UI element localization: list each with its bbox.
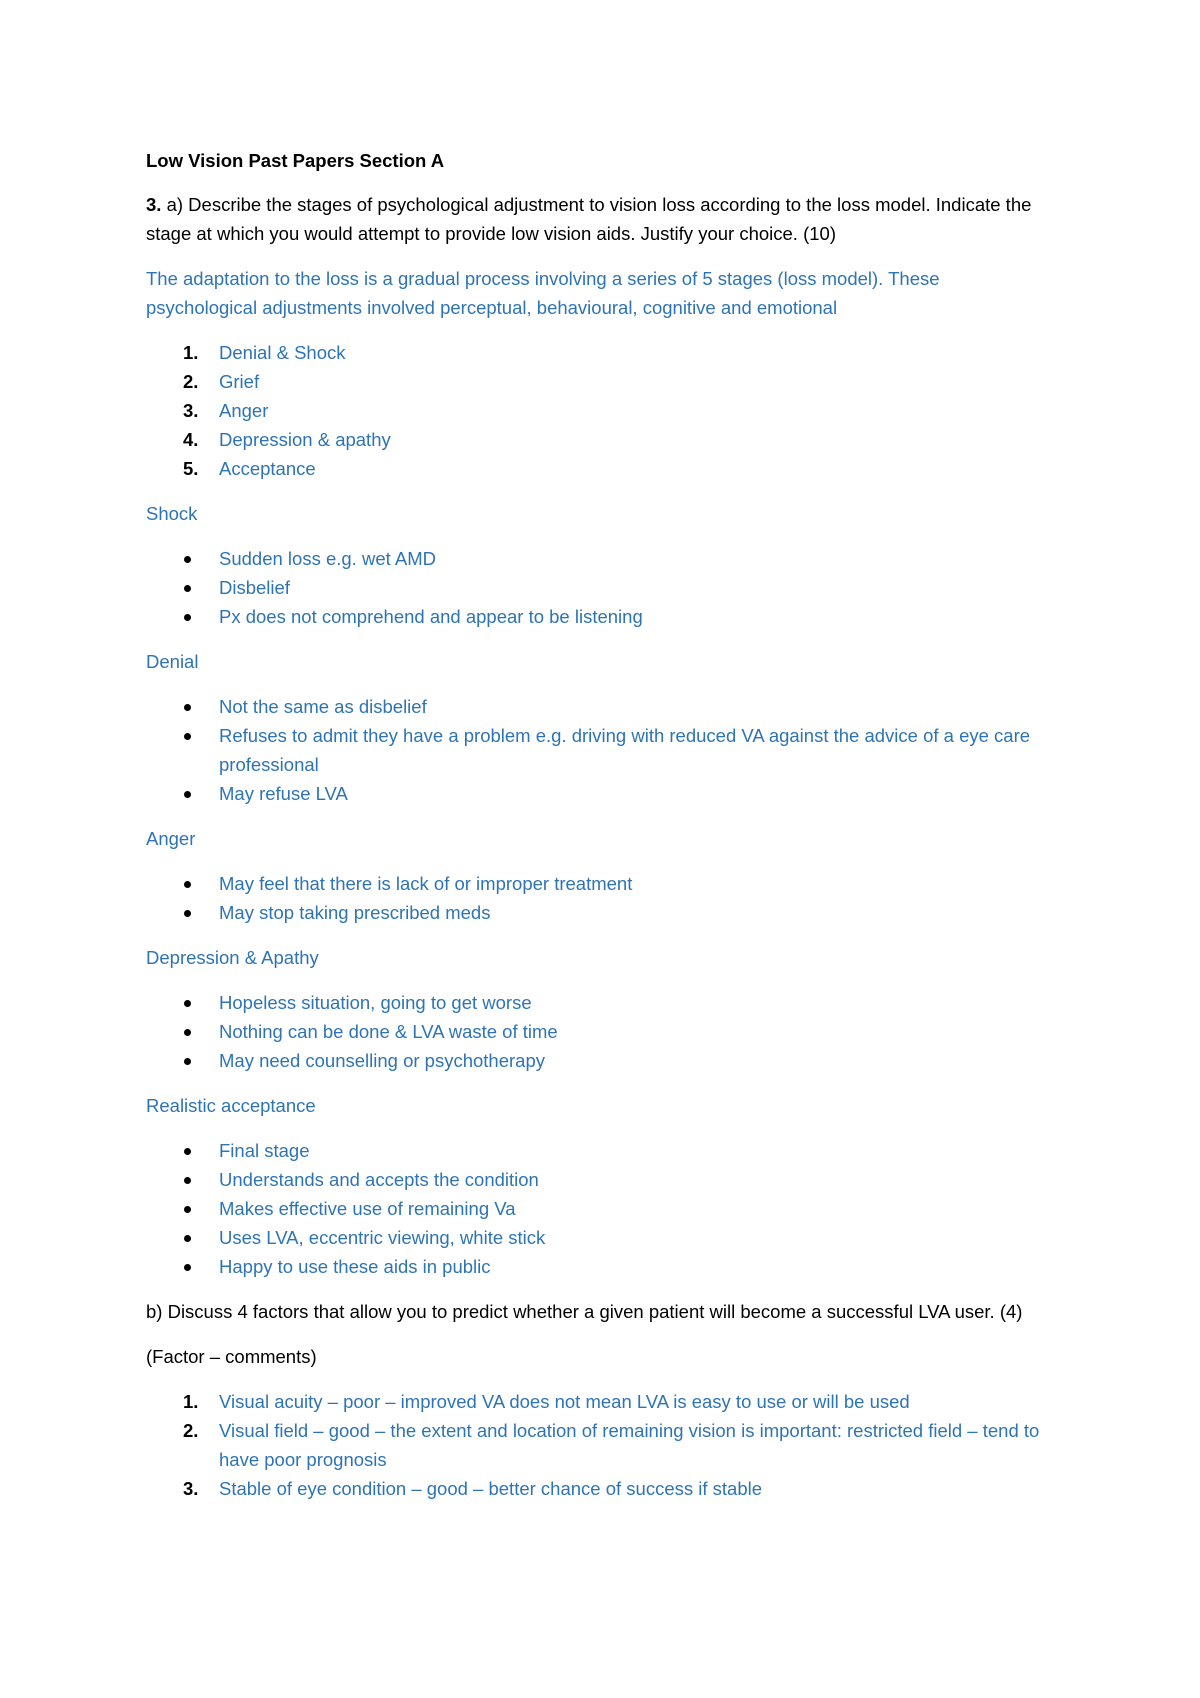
- list-item: Makes effective use of remaining Va: [146, 1194, 1050, 1223]
- bullet-icon: [184, 1000, 191, 1007]
- bullet-icon: [184, 1264, 191, 1271]
- list-number: 4.: [183, 429, 199, 450]
- list-item: 2. Visual field – good – the extent and location of remaining vision is important: restricted field – tend to have poor prognosis: [146, 1416, 1050, 1474]
- factor-note: (Factor – comments): [146, 1346, 317, 1367]
- bullet-list: [146, 692, 1050, 808]
- bullet-list: [146, 544, 1050, 631]
- stages-list: [146, 338, 1050, 483]
- bullet-list: [146, 869, 1050, 927]
- section-heading-anger: Anger: [146, 828, 196, 849]
- list-item: May need counselling or psychotherapy: [146, 1046, 1050, 1075]
- document-title: Low Vision Past Papers Section A: [146, 150, 445, 171]
- bullet-list: [146, 1136, 1050, 1281]
- list-item: Final stage: [146, 1136, 1050, 1165]
- list-item: Px does not comprehend and appear to be listening: [146, 602, 1050, 631]
- list-item: Nothing can be done & LVA waste of time: [146, 1017, 1050, 1046]
- list-number: 1.: [183, 342, 199, 363]
- bullet-icon: [184, 1058, 191, 1065]
- bullet-icon: [184, 733, 191, 740]
- list-item: 4. Depression & apathy: [146, 425, 1050, 454]
- bullet-icon: [184, 556, 191, 563]
- list-item: Hopeless situation, going to get worse: [146, 988, 1050, 1017]
- list-item: Uses LVA, eccentric viewing, white stick: [146, 1223, 1050, 1252]
- answer-intro: The adaptation to the loss is a gradual process involving a series of 5 stages (loss model). These psychological adjustments involved perceptual, behavioural, cognitive and emotional: [146, 268, 940, 318]
- section-heading-shock: Shock: [146, 503, 198, 524]
- bullet-icon: [184, 1029, 191, 1036]
- bullet-icon: [184, 585, 191, 592]
- list-number: 3.: [183, 400, 199, 421]
- list-item: Disbelief: [146, 573, 1050, 602]
- bullet-icon: [184, 1206, 191, 1213]
- bullet-icon: [184, 791, 191, 798]
- bullet-icon: [184, 1148, 191, 1155]
- list-item: May stop taking prescribed meds: [146, 898, 1050, 927]
- factors-list: [146, 1387, 1050, 1503]
- list-item: May refuse LVA: [146, 779, 1050, 808]
- list-item: May feel that there is lack of or improper treatment: [146, 869, 1050, 898]
- bullet-icon: [184, 881, 191, 888]
- list-item: Refuses to admit they have a problem e.g. driving with reduced VA against the advice of a eye care professional: [146, 721, 1050, 779]
- list-item: Happy to use these aids in public: [146, 1252, 1050, 1281]
- list-number: 3.: [183, 1478, 199, 1499]
- bullet-icon: [184, 1177, 191, 1184]
- bullet-icon: [184, 704, 191, 711]
- question-a-text: a) Describe the stages of psychological adjustment to vision loss according to the loss model. Indicate the stage at which you would attempt to provide low vision aids. Justify your choice. (10): [146, 194, 1032, 244]
- list-number: 1.: [183, 1391, 199, 1412]
- list-item: 3. Anger: [146, 396, 1050, 425]
- bullet-icon: [184, 1235, 191, 1242]
- bullet-list: [146, 988, 1050, 1075]
- list-number: 2.: [183, 1420, 199, 1441]
- list-item: Sudden loss e.g. wet AMD: [146, 544, 1050, 573]
- list-number: 2.: [183, 371, 199, 392]
- list-item: Understands and accepts the condition: [146, 1165, 1050, 1194]
- section-heading-denial: Denial: [146, 651, 199, 672]
- list-item: 1. Visual acuity – poor – improved VA does not mean LVA is easy to use or will be used: [146, 1387, 1050, 1416]
- bullet-icon: [184, 614, 191, 621]
- question-number: 3.: [146, 194, 162, 215]
- list-item: Not the same as disbelief: [146, 692, 1050, 721]
- list-item: 1. Denial & Shock: [146, 338, 1050, 367]
- section-heading-depression: Depression & Apathy: [146, 947, 319, 968]
- list-item: 3. Stable of eye condition – good – better chance of success if stable: [146, 1474, 1050, 1503]
- question-b: b) Discuss 4 factors that allow you to predict whether a given patient will become a successful LVA user. (4): [146, 1301, 1023, 1322]
- list-item: 5. Acceptance: [146, 454, 1050, 483]
- bullet-icon: [184, 910, 191, 917]
- list-item: 2. Grief: [146, 367, 1050, 396]
- section-heading-acceptance: Realistic acceptance: [146, 1095, 316, 1116]
- question-a: [146, 190, 1050, 248]
- list-number: 5.: [183, 458, 199, 479]
